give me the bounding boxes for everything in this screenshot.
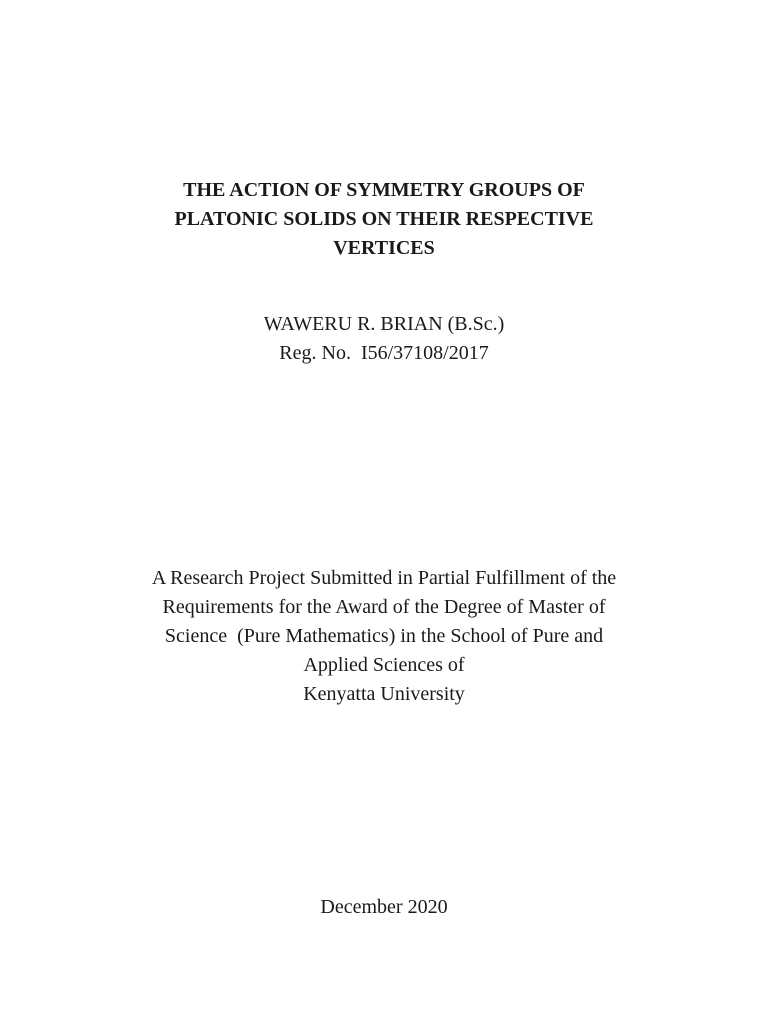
- author-name: WAWERU R. BRIAN (B.Sc.): [263, 313, 505, 335]
- submission-date: December 2020: [320, 896, 448, 918]
- statement-line-2: Requirements for the Award of the Degree of Master of: [162, 596, 606, 618]
- submission-statement: [0, 564, 768, 709]
- statement-line-1: A Research Project Submitted in Partial Fulfillment of the: [151, 567, 617, 589]
- registration-number: Reg. No. I56/37108/2017: [279, 342, 489, 364]
- thesis-title-line-2: PLATONIC SOLIDS ON THEIR RESPECTIVE: [174, 208, 594, 230]
- statement-line-5: Kenyatta University: [303, 683, 465, 705]
- statement-line-3: Science (Pure Mathematics) in the School of Pure and: [164, 625, 604, 647]
- author-block: [0, 310, 768, 368]
- statement-line-4: Applied Sciences of: [303, 654, 465, 676]
- thesis-title: [0, 176, 768, 263]
- thesis-title-line-1: THE ACTION OF SYMMETRY GROUPS OF: [183, 179, 585, 201]
- thesis-title-line-3: VERTICES: [333, 237, 435, 259]
